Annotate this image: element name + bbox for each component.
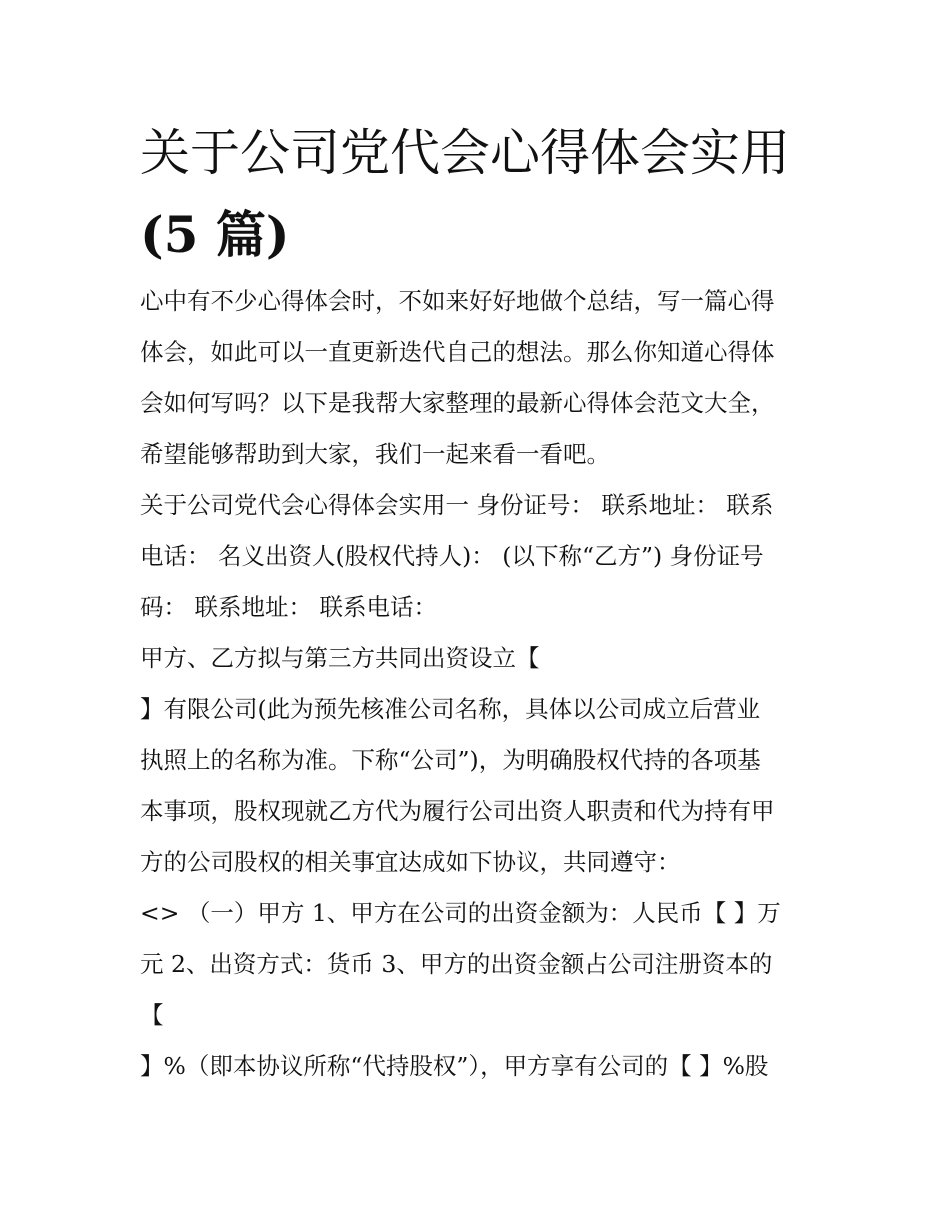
body-line: 方的公司股权的相关事宜达成如下协议，共同遵守： — [140, 848, 681, 876]
document-title — [140, 112, 830, 276]
body-line: <> （一）甲方 1、甲方在公司的出资金额为：人民币【 】万 — [140, 899, 781, 927]
body-line: 甲方、乙方拟与第三方共同出资设立【 — [140, 644, 540, 672]
body-line: 执照上的名称为准。下称“公司”)，为明确股权代持的各项基 — [140, 746, 761, 774]
body-line: 【 — [140, 1001, 164, 1029]
body-line: 体会，如此可以一直更新迭代自己的想法。那么你知道心得体 — [140, 338, 775, 366]
body-line: 】%（即本协议所称“代持股权”），甲方享有公司的【 】%股 — [140, 1052, 769, 1080]
body-line: 码： 联系地址： 联系电话： — [140, 593, 437, 621]
body-line: 电话： 名义出资人(股权代持人)： (以下称“乙方”) 身份证号 — [140, 542, 764, 570]
body-line: 希望能够帮助到大家，我们一起来看一看吧。 — [140, 440, 610, 468]
body-line: 会如何写吗？以下是我帮大家整理的最新心得体会范文大全， — [140, 389, 775, 417]
title-line-2: (5 篇) — [140, 205, 290, 264]
body-line: 本事项，股权现就乙方代为履行公司出资人职责和代为持有甲 — [140, 797, 775, 825]
document-body — [140, 276, 830, 1092]
body-line: 关于公司党代会心得体会实用一 身份证号： 联系地址： 联系 — [140, 491, 774, 519]
body-line: 心中有不少心得体会时，不如来好好地做个总结，写一篇心得 — [140, 287, 775, 315]
title-line-1: 关于公司党代会心得体会实用 — [140, 124, 790, 182]
body-line: 】有限公司(此为预先核准公司名称，具体以公司成立后营业 — [140, 695, 761, 723]
body-line: 元 2、出资方式：货币 3、甲方的出资金额占公司注册资本的 — [140, 950, 773, 978]
